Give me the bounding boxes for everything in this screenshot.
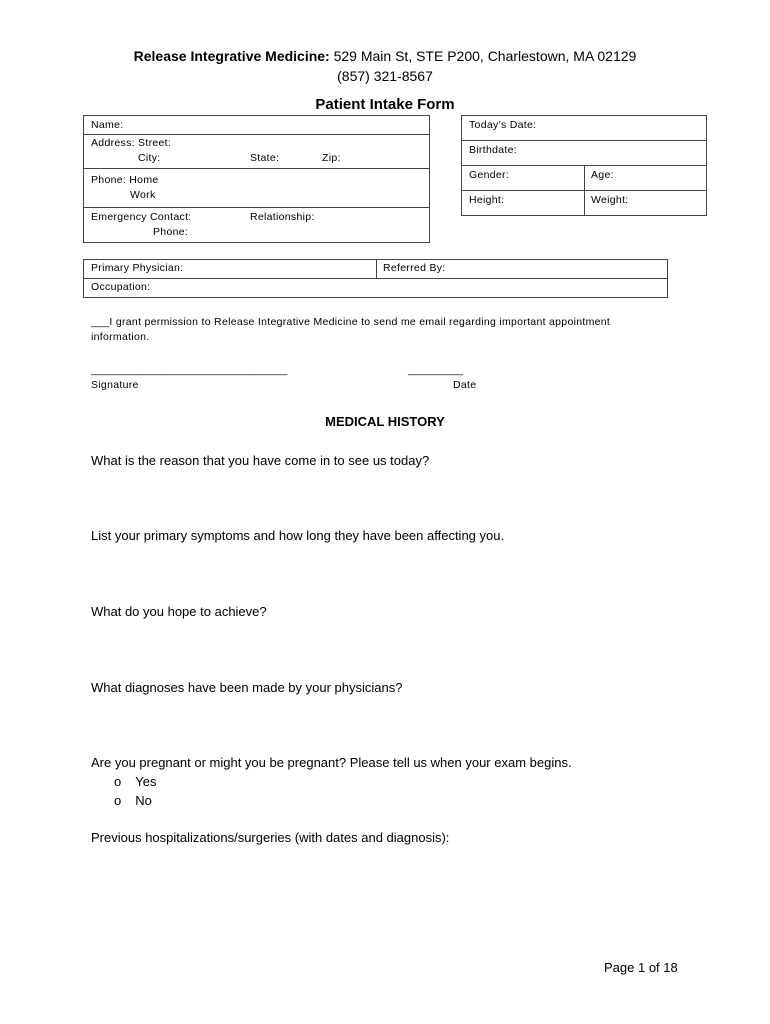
date-line: _________	[408, 364, 464, 376]
primary-physician-label: Primary Physician:	[91, 262, 184, 274]
practice-header	[0, 48, 770, 64]
height-label: Height:	[469, 194, 505, 206]
referred-by-label: Referred By:	[383, 262, 446, 274]
birthdate-label: Birthdate:	[469, 144, 517, 156]
signature-label: Signature	[91, 379, 139, 391]
question-achieve: What do you hope to achieve?	[91, 604, 267, 619]
birthdate-cell	[461, 140, 707, 166]
name-label: Name:	[91, 119, 124, 131]
weight-label: Weight:	[591, 194, 629, 206]
pregnant-option-no[interactable]	[114, 793, 152, 808]
emergency-contact-label: Emergency Contact:	[91, 211, 192, 223]
option-label: No	[135, 793, 152, 808]
gender-label: Gender:	[469, 169, 510, 181]
option-bullet: o	[114, 793, 122, 808]
question-reason: What is the reason that you have come in to see us today?	[91, 453, 430, 468]
signature-line: ________________________________	[91, 364, 288, 376]
medical-history-title: MEDICAL HISTORY	[325, 414, 445, 429]
referred-by-cell	[376, 259, 668, 279]
practice-phone: (857) 321-8567	[337, 68, 433, 84]
todays-date-cell	[461, 115, 707, 141]
phone-work-label: Work	[130, 189, 156, 201]
occupation-label: Occupation:	[91, 281, 151, 293]
question-hospitalizations: Previous hospitalizations/surgeries (with dates and diagnosis):	[91, 830, 450, 845]
option-label: Yes	[135, 774, 157, 789]
address-street-label: Address: Street:	[91, 137, 172, 149]
age-label: Age:	[591, 169, 614, 181]
phone-home-label: Phone: Home	[91, 174, 159, 186]
date-label: Date	[453, 379, 477, 391]
weight-cell	[584, 190, 707, 216]
question-pregnant: Are you pregnant or might you be pregnant? Please tell us when your exam begins.	[91, 755, 572, 770]
zip-label: Zip:	[322, 152, 341, 164]
question-diagnoses: What diagnoses have been made by your physicians?	[91, 680, 403, 695]
email-permission-line1: ___I grant permission to Release Integrative Medicine to send me email regarding important appointment	[91, 316, 611, 328]
occupation-cell	[83, 278, 668, 298]
page-number: Page 1 of 18	[604, 960, 678, 975]
practice-address: 529 Main St, STE P200, Charlestown, MA 02129	[329, 48, 637, 64]
email-permission-line2: information.	[91, 331, 150, 343]
practice-name: Release Integrative Medicine:	[133, 48, 330, 64]
todays-date-label: Today’s Date:	[469, 119, 537, 131]
option-bullet: o	[114, 774, 122, 789]
emergency-phone-label: Phone:	[153, 226, 189, 238]
relationship-label: Relationship:	[250, 211, 315, 223]
age-cell	[584, 165, 707, 191]
primary-physician-cell	[83, 259, 377, 279]
patient-info-box	[83, 115, 430, 243]
pregnant-option-yes[interactable]	[114, 774, 156, 789]
question-symptoms: List your primary symptoms and how long they have been affecting you.	[91, 528, 505, 543]
city-label: City:	[138, 152, 161, 164]
state-label: State:	[250, 152, 280, 164]
height-cell	[461, 190, 585, 216]
gender-cell	[461, 165, 585, 191]
form-title: Patient Intake Form	[315, 96, 455, 113]
